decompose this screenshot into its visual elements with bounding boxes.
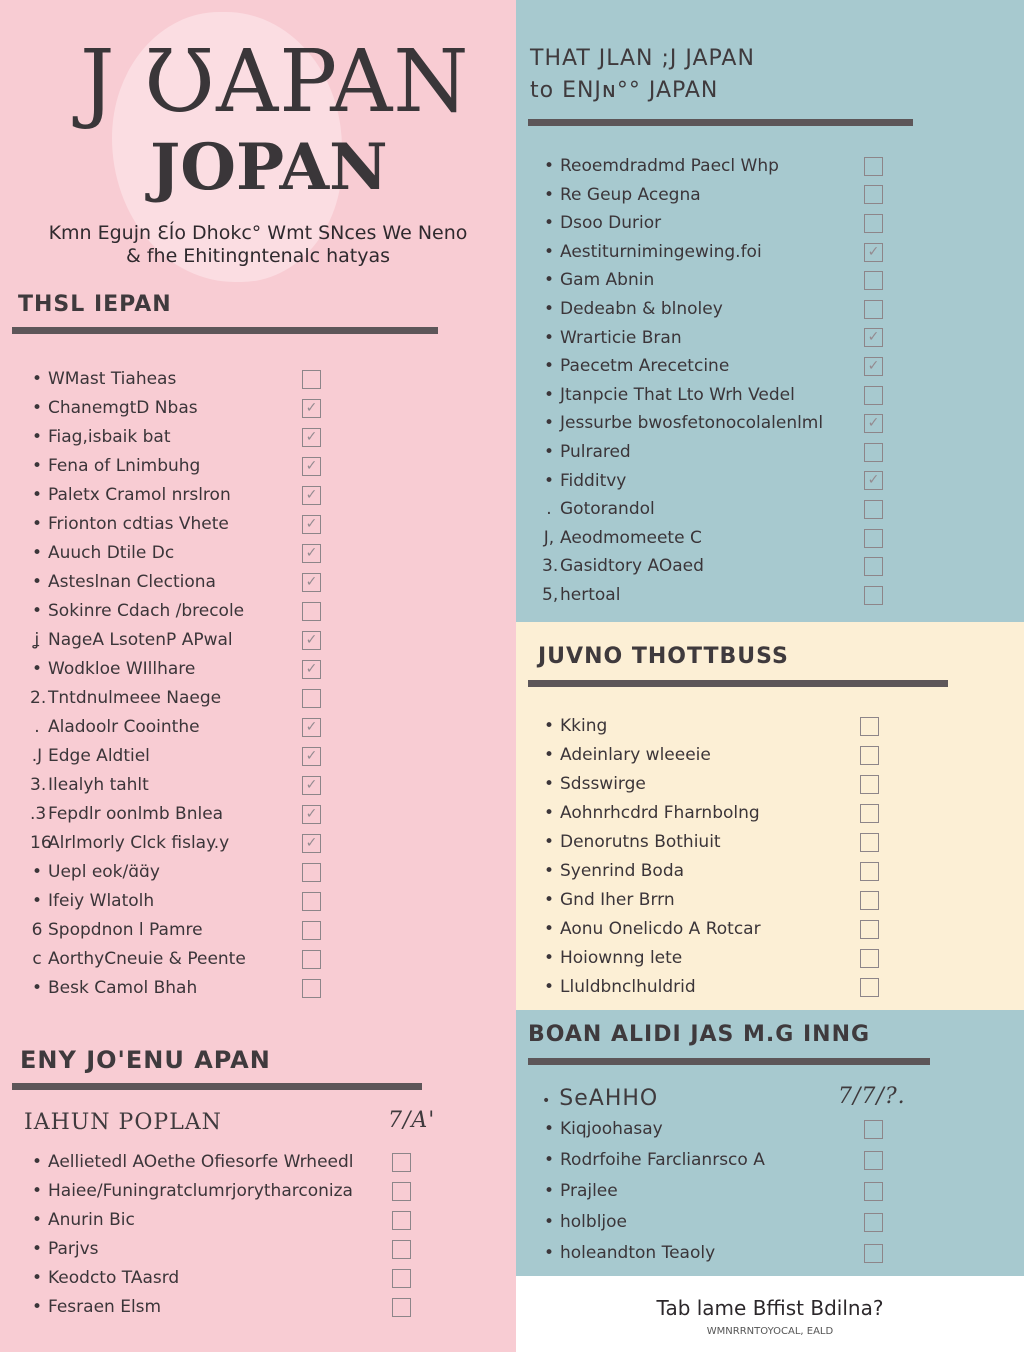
item-label: holbljoe [560, 1212, 627, 1232]
list-item [542, 438, 872, 467]
item-label: Gnd Iher Brrn [560, 890, 675, 910]
bullet: • [543, 298, 555, 319]
item-label: Rodrfoihe Farclianrsco A [560, 1150, 765, 1170]
bullet: • [31, 1297, 43, 1317]
list-item [30, 481, 350, 510]
list-item [30, 626, 350, 655]
checkbox[interactable] [302, 979, 321, 998]
checkbox[interactable] [392, 1182, 411, 1201]
item-label: Paecetm Arecetcine [560, 356, 730, 377]
list-item [30, 394, 350, 423]
item-label: Lluldbnclhuldrid [560, 977, 696, 997]
bullet: • [31, 427, 43, 447]
checklist-right3 [542, 1114, 862, 1269]
item-label: NageA LsotenP APwal [48, 630, 233, 650]
item-label: holeandton Teaoly [560, 1243, 716, 1263]
item-label: Sokinre Cdach /brecole [48, 601, 245, 621]
bullet: • [543, 1212, 555, 1232]
checkbox[interactable] [302, 689, 321, 708]
list-item [542, 524, 872, 553]
bullet: • [31, 1181, 43, 1201]
bullet: J, [543, 527, 555, 548]
item-label: Gasidtory AOaed [560, 556, 704, 577]
checkbox-checked[interactable]: ✓ [302, 428, 321, 447]
list-item [30, 858, 350, 887]
bullet: . [34, 717, 40, 737]
checkbox-checked[interactable]: ✓ [302, 776, 321, 795]
checkbox-checked[interactable]: ✓ [864, 471, 883, 490]
bullet: • [543, 919, 555, 939]
bullet: • [543, 716, 555, 736]
item-label: Besk Camol Bhah [48, 978, 198, 998]
section-divider [12, 1083, 422, 1090]
list-item [542, 770, 862, 799]
item-label: Spopdnon l Pamre [48, 920, 203, 940]
list-item [542, 295, 872, 324]
subtitle-line1: Kmn Egujn ƐÍo Dhokc° Wmt SNces We Neno [48, 222, 468, 244]
checkbox[interactable] [860, 833, 879, 852]
list-item [542, 381, 872, 410]
list-item [30, 1235, 400, 1264]
bullet: .J [31, 746, 43, 766]
item-label: Syenrind Boda [560, 861, 685, 881]
checkbox[interactable] [864, 557, 883, 576]
bullet: c [32, 949, 42, 969]
item-label: Fesraen Elsm [48, 1297, 162, 1317]
page-title-line2: JOPAN [150, 130, 388, 205]
bullet: • [543, 1181, 555, 1201]
checkbox[interactable] [860, 862, 879, 881]
bullet: • [31, 862, 43, 882]
right-panel-top [516, 0, 1024, 622]
subtitle [20, 222, 496, 268]
bullet: • [543, 861, 555, 881]
checkbox[interactable] [860, 949, 879, 968]
list-item [542, 712, 862, 741]
list-item [542, 828, 862, 857]
bullet: • [543, 803, 555, 823]
bullet: • [31, 601, 43, 621]
checkbox[interactable] [864, 443, 883, 462]
list-item [30, 974, 350, 1003]
checkbox-checked[interactable]: ✓ [302, 399, 321, 418]
section-divider [528, 1058, 930, 1065]
list-item [542, 857, 862, 886]
list-item [542, 181, 872, 210]
bullet: • [31, 485, 43, 505]
bullet: • [543, 977, 555, 997]
item-label: Denorutns Bothiuit [560, 832, 721, 852]
list-item [542, 266, 872, 295]
checkbox[interactable] [860, 891, 879, 910]
item-label: Alrlmorly Clck fislay.y [48, 833, 230, 853]
bullet: • [543, 832, 555, 852]
list-item [30, 423, 350, 452]
checklist-right1 [542, 152, 880, 610]
list-item [542, 352, 880, 381]
item-label: Frionton cdtias Vhete [48, 514, 229, 534]
item-label: WMast Tiaheas [48, 369, 177, 389]
section-title-right1-line1: THAT JLAN ;J JAPAN [530, 46, 755, 71]
list-item [30, 1148, 400, 1177]
list-item [30, 365, 350, 394]
checkbox[interactable] [392, 1240, 411, 1259]
item-label: Gotorandol [560, 499, 655, 520]
bullet: ʝ [34, 630, 40, 650]
item-label: Aohnrhcdrd Fharnbolng [560, 803, 760, 823]
section-divider [528, 119, 913, 126]
bullet: • [543, 156, 555, 176]
list-item [30, 800, 350, 829]
checkbox[interactable] [864, 586, 883, 605]
bullet: • [543, 470, 555, 491]
item-label: Uepl eok/ɑ̈ɑ̈y [48, 862, 160, 882]
item-label: Aestiturnimingewing.foi [560, 241, 762, 262]
section-title-right2: JUVNO THOTTBUSS [538, 644, 789, 669]
checklist-left2 [30, 1148, 400, 1322]
subheading-left2: IAHUN POPLAN [24, 1110, 222, 1135]
checkbox[interactable] [864, 1213, 883, 1232]
bullet: • [31, 514, 43, 534]
section-title-right3: BOAN ALIDI JAS M.G INNG [528, 1022, 871, 1047]
list-item [30, 1264, 400, 1293]
checkbox[interactable] [302, 602, 321, 621]
item-label: Adeinlary wleeeie [560, 745, 711, 765]
list-item [542, 409, 880, 438]
list-item [30, 887, 350, 916]
item-label: Parjvs [48, 1239, 99, 1259]
item-label: Asteslnan Clectiona [48, 572, 216, 592]
list-item [542, 495, 872, 524]
checkbox[interactable] [864, 300, 883, 319]
item-label: Auuch Dtile Dc [48, 543, 175, 563]
checkbox[interactable] [302, 892, 321, 911]
item-label: Edge Aldtiel [48, 746, 150, 766]
subheading-note-right3: 7/7/?. [838, 1084, 906, 1109]
checkbox[interactable] [864, 214, 883, 233]
bullet: • [543, 384, 555, 405]
section-title-left1: THSL IEPAN [18, 292, 172, 317]
list-item [542, 552, 872, 581]
checkbox-checked[interactable]: ✓ [864, 414, 883, 433]
item-label: Prajlee [560, 1181, 618, 1201]
item-label: Paletx Cramol nrslron [48, 485, 231, 505]
right-panel-bottom [516, 1010, 1024, 1276]
bullet: • [543, 184, 555, 205]
bullet: .3 [30, 804, 47, 824]
bullet: 6 [31, 920, 43, 940]
checkbox[interactable] [392, 1211, 411, 1230]
list-item [542, 1207, 862, 1238]
bullet: • [543, 413, 555, 434]
checklist-left1 [30, 365, 350, 1003]
item-label: Keodcto TAasrd [48, 1268, 180, 1288]
bullet: 5, [542, 584, 559, 605]
section-title-right1-line2: to ENJɴ°° JAPAN [530, 78, 719, 103]
item-label: Aonu Onelicdo A Rotcar [560, 919, 761, 939]
item-label: Anurin Bic [48, 1210, 135, 1230]
checkbox[interactable] [864, 1120, 883, 1139]
item-label: Aladoolr Coointhe [48, 717, 200, 737]
bullet: • [543, 774, 555, 794]
checkbox[interactable] [864, 386, 883, 405]
bullet: 3. [542, 556, 559, 577]
checkbox-checked[interactable]: ✓ [302, 457, 321, 476]
item-label: Kiqjoohasay [560, 1119, 663, 1139]
list-item [542, 1238, 862, 1269]
item-label: Fena of Lnimbuhg [48, 456, 201, 476]
item-label: Aeodmomeete C [560, 527, 702, 548]
footer-small-line: WMNRRNTOYOCAL, EALD [706, 1326, 834, 1337]
item-label: Jessurbe bwosfetonocolalenlml [560, 413, 824, 434]
list-item [30, 916, 350, 945]
checkbox[interactable] [864, 1182, 883, 1201]
checkbox[interactable] [864, 1244, 883, 1263]
list-item [542, 944, 862, 973]
right-panel-middle [516, 622, 1024, 1010]
item-label: Hoiownng lete [560, 948, 683, 968]
list-item [542, 467, 880, 496]
subtitle-line2: & fhe Ehitingntenalc hatyas [125, 245, 391, 267]
footer [516, 1276, 1024, 1352]
checkbox-checked[interactable]: ✓ [302, 805, 321, 824]
checkbox[interactable] [860, 746, 879, 765]
bullet: • [543, 948, 555, 968]
footer-question: Tab lame Bffist Bdilna? [656, 1296, 884, 1320]
item-label: Tntdnulmeee Naege [48, 688, 222, 708]
list-item [30, 597, 350, 626]
bullet: • [31, 1152, 43, 1172]
bullet: • [31, 369, 43, 389]
list-item [30, 539, 350, 568]
bullet: . [546, 499, 552, 520]
bullet: • [31, 456, 43, 476]
item-label: Dsoo Durior [560, 213, 662, 234]
page-title-line1: J ƱAPAN [80, 32, 470, 132]
checkbox[interactable] [864, 1151, 883, 1170]
list-item [30, 713, 350, 742]
checkbox[interactable] [860, 804, 879, 823]
list-item [542, 1176, 862, 1207]
item-label: Jtanpcie That Lto Wrh Vedel [560, 384, 795, 405]
checkbox-checked[interactable]: ✓ [302, 515, 321, 534]
item-label: AorthyCneuie & Peente [48, 949, 246, 969]
checkbox[interactable] [392, 1269, 411, 1288]
checkbox-checked[interactable]: ✓ [302, 834, 321, 853]
checkbox[interactable] [864, 529, 883, 548]
list-item [30, 568, 350, 597]
checkbox[interactable] [860, 978, 879, 997]
list-item [30, 742, 350, 771]
list-item [542, 238, 880, 267]
item-label: Dedeabn & blnoley [560, 298, 723, 319]
bullet: • [31, 398, 43, 418]
item-label: Aellietedl AOethe Ofiesorfe Wrheedl [48, 1152, 354, 1172]
list-item [542, 152, 872, 181]
item-label: Ilealyh tahlt [48, 775, 149, 795]
bullet: • [543, 270, 555, 291]
list-item [30, 945, 350, 974]
bullet: 3. [30, 775, 47, 795]
checklist-right2 [542, 712, 862, 1002]
item-label: Sdsswirge [560, 774, 646, 794]
list-item [30, 684, 350, 713]
list-item [30, 771, 350, 800]
subheading-right3-text: SeAHHO [559, 1086, 659, 1111]
checkbox-checked[interactable]: ✓ [864, 357, 883, 376]
section-divider [12, 327, 438, 334]
item-label: Wrarticie Bran [560, 327, 682, 348]
section-title-left2: ENY JO'ENU APAN [20, 1046, 271, 1074]
item-label: Haiee/Funingratclumrjorytharconiza [48, 1181, 353, 1201]
list-item [30, 829, 350, 858]
item-label: Wodkloe WIllhare [48, 659, 196, 679]
subheading-note-left2: 7/A' [388, 1108, 436, 1133]
list-item [542, 581, 872, 610]
checkbox-checked[interactable]: ✓ [864, 328, 883, 347]
list-item [542, 324, 880, 353]
list-item [542, 973, 862, 1002]
list-item [542, 799, 862, 828]
bullet: • [31, 1268, 43, 1288]
subheading-right3 [542, 1086, 658, 1111]
list-item [542, 209, 872, 238]
bullet: • [543, 745, 555, 765]
checkbox-checked[interactable]: ✓ [302, 718, 321, 737]
item-label: ChanemgtD Nbas [48, 398, 198, 418]
section-divider [528, 680, 948, 687]
checkbox-checked[interactable]: ✓ [302, 544, 321, 563]
item-label: Kking [560, 716, 608, 736]
checkbox-checked[interactable]: ✓ [302, 573, 321, 592]
list-item [30, 510, 350, 539]
checkbox[interactable] [864, 500, 883, 519]
list-item [542, 886, 862, 915]
bullet: • [543, 1119, 555, 1139]
bullet: • [543, 1243, 555, 1263]
item-label: Reoemdradmd Paecl Whp [560, 156, 779, 176]
item-label: Fepdlr oonlmb Bnlea [48, 804, 224, 824]
list-item [30, 1206, 400, 1235]
item-label: Fiag,isbaik bat [48, 427, 171, 447]
checkbox-checked[interactable]: ✓ [302, 631, 321, 650]
bullet: • [543, 1150, 555, 1170]
checkbox[interactable] [392, 1298, 411, 1317]
bullet: • [543, 213, 555, 234]
checkbox[interactable] [864, 157, 883, 176]
list-item [30, 1293, 400, 1322]
checkbox[interactable] [860, 717, 879, 736]
bullet: • [543, 241, 555, 262]
bullet: • [543, 327, 555, 348]
bullet: • [31, 659, 43, 679]
list-item [542, 1114, 862, 1145]
bullet: • [31, 978, 43, 998]
bullet: • [31, 543, 43, 563]
checkbox-checked[interactable]: ✓ [302, 486, 321, 505]
item-label: hertoal [560, 584, 621, 605]
bullet: • [31, 572, 43, 592]
checkbox[interactable] [864, 185, 883, 204]
item-label: Re Geup Acegna [560, 184, 701, 205]
checkbox[interactable] [392, 1153, 411, 1172]
list-item [30, 655, 350, 684]
list-item [542, 915, 862, 944]
bullet: • [542, 1093, 552, 1109]
checkbox[interactable] [302, 950, 321, 969]
checkbox[interactable] [864, 271, 883, 290]
bullet: • [543, 441, 555, 462]
list-item [30, 1177, 400, 1206]
checkbox[interactable] [302, 921, 321, 940]
checkbox-checked[interactable]: ✓ [302, 747, 321, 766]
checkbox[interactable] [302, 370, 321, 389]
bullet: 2. [30, 688, 47, 708]
checkbox[interactable] [302, 863, 321, 882]
item-label: Fidditvy [560, 470, 627, 491]
item-label: Ifeiy Wlatolh [48, 891, 155, 911]
bullet: 16 [30, 833, 52, 853]
list-item [30, 452, 350, 481]
bullet: • [31, 1239, 43, 1259]
checkbox-checked[interactable]: ✓ [864, 243, 883, 262]
checkbox[interactable] [860, 920, 879, 939]
checkbox-checked[interactable]: ✓ [302, 660, 321, 679]
list-item [542, 1145, 862, 1176]
bullet: • [543, 890, 555, 910]
item-label: Pulrared [560, 441, 631, 462]
checkbox[interactable] [860, 775, 879, 794]
bullet: • [31, 891, 43, 911]
bullet: • [31, 1210, 43, 1230]
list-item [542, 741, 862, 770]
bullet: • [543, 356, 555, 377]
item-label: Gam Abnin [560, 270, 655, 291]
